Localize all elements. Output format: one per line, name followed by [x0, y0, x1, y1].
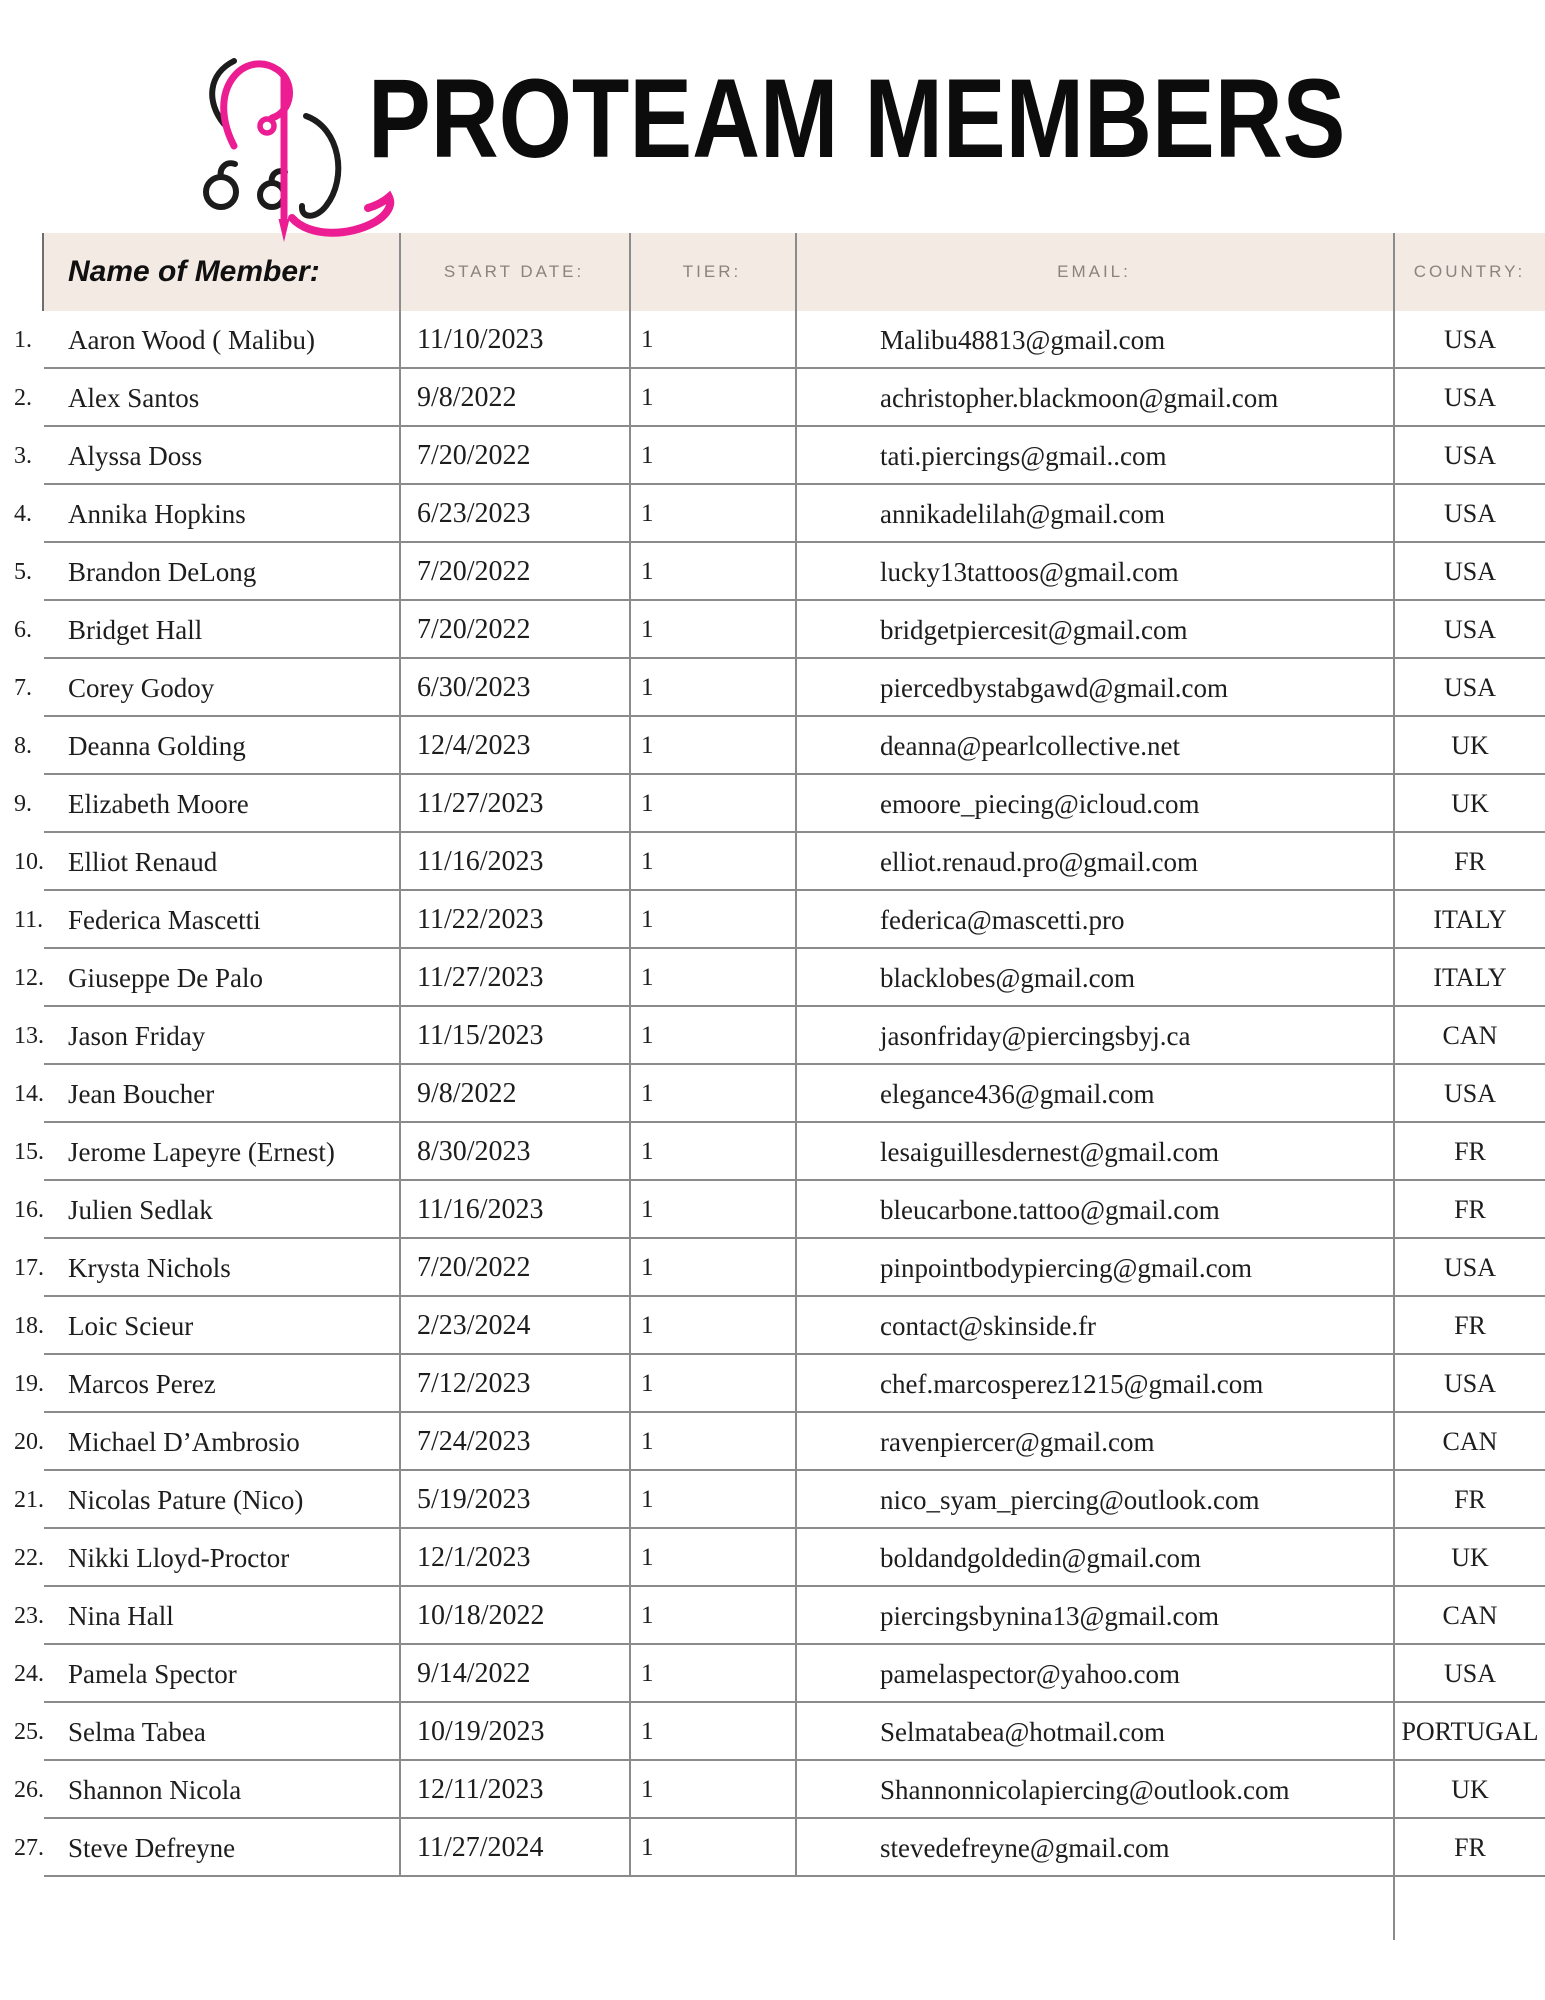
start-date: 5/19/2023 [417, 1484, 531, 1515]
column-divider [629, 233, 631, 1877]
tier-value: 1 [641, 1080, 654, 1107]
table-row [0, 1819, 1545, 1877]
page-title: PROTEAM MEMBERS [368, 56, 1346, 181]
member-email: pamelaspector@yahoo.com [880, 1658, 1181, 1689]
table-row [0, 1355, 1545, 1413]
table-row [0, 1123, 1545, 1181]
member-email: Selmatabea@hotmail.com [880, 1716, 1166, 1747]
member-name: Aaron Wood ( Malibu) [68, 324, 316, 355]
member-name: Jean Boucher [68, 1078, 215, 1109]
member-email: federica@mascetti.pro [880, 904, 1125, 935]
tier-value: 1 [641, 384, 654, 411]
member-email: piercedbystabgawd@gmail.com [880, 672, 1229, 703]
table-row [0, 1239, 1545, 1297]
tier-value: 1 [641, 442, 654, 469]
start-date: 11/16/2023 [417, 1194, 544, 1225]
member-name: Alyssa Doss [68, 440, 203, 471]
tier-value: 1 [641, 674, 654, 701]
row-number: 3. [14, 442, 32, 469]
member-email: boldandgoldedin@gmail.com [880, 1542, 1202, 1573]
row-number: 14. [14, 1080, 44, 1107]
member-name: Nicolas Pature (Nico) [68, 1484, 304, 1515]
member-country: FR [1454, 1485, 1486, 1514]
member-email: contact@skinside.fr [880, 1310, 1097, 1341]
start-date: 9/8/2022 [417, 1078, 517, 1109]
member-name: Steve Defreyne [68, 1832, 236, 1863]
tier-value: 1 [641, 1602, 654, 1629]
column-header-start-date: START DATE: [443, 262, 585, 281]
table-row [0, 833, 1545, 891]
member-country: USA [1443, 441, 1496, 470]
table-row [0, 1065, 1545, 1123]
member-country: USA [1443, 383, 1496, 412]
member-country: UK [1451, 1543, 1489, 1572]
table-row [0, 949, 1545, 1007]
row-number: 9. [14, 790, 32, 817]
table-row [0, 717, 1545, 775]
table-row [0, 1413, 1545, 1471]
member-country: FR [1454, 1195, 1486, 1224]
member-email: tati.piercings@gmail..com [880, 440, 1167, 471]
member-email: Shannonnicolapiercing@outlook.com [880, 1774, 1290, 1805]
member-country: FR [1454, 1311, 1486, 1340]
tier-value: 1 [641, 558, 654, 585]
start-date: 12/1/2023 [417, 1542, 531, 1573]
row-number: 20. [14, 1428, 44, 1455]
member-name: Jason Friday [68, 1020, 206, 1051]
member-name: Pamela Spector [68, 1658, 237, 1689]
tier-value: 1 [641, 848, 654, 875]
member-name: Loic Scieur [68, 1310, 194, 1341]
table-row [0, 659, 1545, 717]
member-country: USA [1443, 557, 1496, 586]
member-name: Shannon Nicola [68, 1774, 242, 1805]
member-email: blacklobes@gmail.com [880, 962, 1136, 993]
row-number: 8. [14, 732, 32, 759]
row-number: 2. [14, 384, 32, 411]
table-row [0, 427, 1545, 485]
row-number: 18. [14, 1312, 44, 1339]
member-email: emoore_piecing@icloud.com [880, 788, 1200, 819]
member-country: USA [1443, 615, 1496, 644]
tier-value: 1 [641, 906, 654, 933]
tier-value: 1 [641, 1196, 654, 1223]
member-country: FR [1454, 847, 1486, 876]
column-header-country: COUNTRY: [1413, 262, 1526, 281]
start-date: 11/15/2023 [417, 1020, 544, 1051]
start-date: 9/8/2022 [417, 382, 517, 413]
column-header-tier: TIER: [682, 262, 742, 281]
member-email: pinpointbodypiercing@gmail.com [880, 1252, 1253, 1283]
table-row [0, 1007, 1545, 1065]
member-email: ravenpiercer@gmail.com [880, 1426, 1155, 1457]
row-number: 17. [14, 1254, 44, 1281]
table-row [0, 1645, 1545, 1703]
tier-value: 1 [641, 616, 654, 643]
member-email: annikadelilah@gmail.com [880, 498, 1166, 529]
member-name: Elliot Renaud [68, 846, 218, 877]
member-email: elliot.renaud.pro@gmail.com [880, 846, 1199, 877]
member-country: CAN [1442, 1021, 1498, 1050]
member-country: ITALY [1433, 905, 1507, 934]
member-country: USA [1443, 673, 1496, 702]
row-number: 27. [14, 1834, 44, 1861]
start-date: 8/30/2023 [417, 1136, 531, 1167]
member-email: bridgetpiercesit@gmail.com [880, 614, 1188, 645]
tier-value: 1 [641, 1660, 654, 1687]
member-country: FR [1454, 1137, 1486, 1166]
start-date: 11/22/2023 [417, 904, 544, 935]
tier-value: 1 [641, 1544, 654, 1571]
member-country: ITALY [1433, 963, 1507, 992]
member-email: lucky13tattoos@gmail.com [880, 556, 1179, 587]
member-country: USA [1443, 499, 1496, 528]
tier-value: 1 [641, 326, 654, 353]
table-row [0, 485, 1545, 543]
member-country: USA [1443, 1659, 1496, 1688]
table-row [0, 1471, 1545, 1529]
member-country: UK [1451, 731, 1489, 760]
start-date: 9/14/2022 [417, 1658, 531, 1689]
start-date: 11/27/2023 [417, 962, 544, 993]
table-row [0, 601, 1545, 659]
member-name: Julien Sedlak [68, 1194, 213, 1225]
start-date: 7/20/2022 [417, 614, 531, 645]
start-date: 11/27/2023 [417, 788, 544, 819]
start-date: 6/30/2023 [417, 672, 531, 703]
row-number: 11. [14, 906, 44, 933]
member-country: CAN [1442, 1427, 1498, 1456]
start-date: 2/23/2024 [417, 1310, 531, 1341]
table-row [0, 1761, 1545, 1819]
member-email: lesaiguillesdernest@gmail.com [880, 1136, 1220, 1167]
start-date: 7/24/2023 [417, 1426, 531, 1457]
row-number: 21. [14, 1486, 44, 1513]
table-row [0, 1703, 1545, 1761]
member-email: elegance436@gmail.com [880, 1078, 1155, 1109]
table-row [0, 891, 1545, 949]
member-name: Bridget Hall [68, 614, 203, 645]
member-name: Krysta Nichols [68, 1252, 231, 1283]
tier-value: 1 [641, 1312, 654, 1339]
member-email: chef.marcosperez1215@gmail.com [880, 1368, 1264, 1399]
table-row [0, 1181, 1545, 1239]
row-number: 26. [14, 1776, 44, 1803]
member-country: USA [1443, 1369, 1496, 1398]
member-email: achristopher.blackmoon@gmail.com [880, 382, 1279, 413]
member-country: USA [1443, 325, 1496, 354]
member-country: UK [1451, 789, 1489, 818]
member-email: Malibu48813@gmail.com [880, 324, 1166, 355]
row-number: 7. [14, 674, 32, 701]
column-header-name: Name of Member: [68, 255, 320, 288]
table-row [0, 775, 1545, 833]
table-row [0, 543, 1545, 601]
member-name: Brandon DeLong [68, 556, 257, 587]
row-number: 12. [14, 964, 44, 991]
member-name: Jerome Lapeyre (Ernest) [68, 1136, 335, 1167]
member-name: Selma Tabea [68, 1716, 206, 1747]
member-country: USA [1443, 1253, 1496, 1282]
row-number: 1. [14, 326, 32, 353]
start-date: 10/18/2022 [417, 1600, 545, 1631]
row-number: 23. [14, 1602, 44, 1629]
member-name: Michael D’Ambrosio [68, 1426, 300, 1457]
member-email: bleucarbone.tattoo@gmail.com [880, 1194, 1220, 1225]
tier-value: 1 [641, 964, 654, 991]
tier-value: 1 [641, 790, 654, 817]
tier-value: 1 [641, 1776, 654, 1803]
table-row [0, 1297, 1545, 1355]
start-date: 7/12/2023 [417, 1368, 531, 1399]
table-body [0, 311, 1545, 1877]
row-number: 4. [14, 500, 32, 527]
member-name: Giuseppe De Palo [68, 962, 263, 993]
member-email: deanna@pearlcollective.net [880, 730, 1180, 761]
row-number: 13. [14, 1022, 44, 1049]
member-name: Nikki Lloyd-Proctor [68, 1542, 290, 1573]
start-date: 12/4/2023 [417, 730, 531, 761]
row-number: 10. [14, 848, 44, 875]
member-email: stevedefreyne@gmail.com [880, 1832, 1170, 1863]
tier-value: 1 [641, 1428, 654, 1455]
start-date: 6/23/2023 [417, 498, 531, 529]
start-date: 7/20/2022 [417, 556, 531, 587]
column-divider [1393, 233, 1395, 1940]
table-row [0, 1529, 1545, 1587]
column-header-email: EMAIL: [1057, 262, 1131, 281]
tier-value: 1 [641, 1718, 654, 1745]
member-country: FR [1454, 1833, 1486, 1862]
tier-value: 1 [641, 1138, 654, 1165]
table-row [0, 1587, 1545, 1645]
tier-value: 1 [641, 1254, 654, 1281]
member-country: CAN [1442, 1601, 1498, 1630]
table-row [0, 311, 1545, 369]
tier-value: 1 [641, 1486, 654, 1513]
start-date: 12/11/2023 [417, 1774, 544, 1805]
row-number: 16. [14, 1196, 44, 1223]
row-number: 24. [14, 1660, 44, 1687]
column-divider [795, 233, 797, 1877]
member-country: UK [1451, 1775, 1489, 1804]
member-name: Annika Hopkins [68, 498, 246, 529]
member-country: USA [1443, 1079, 1496, 1108]
member-email: jasonfriday@piercingsbyj.ca [880, 1020, 1191, 1051]
start-date: 10/19/2023 [417, 1716, 545, 1747]
member-name: Deanna Golding [68, 730, 246, 761]
tier-value: 1 [641, 500, 654, 527]
member-email: nico_syam_piercing@outlook.com [880, 1484, 1260, 1515]
row-number: 15. [14, 1138, 44, 1165]
start-date: 7/20/2022 [417, 440, 531, 471]
tier-value: 1 [641, 1834, 654, 1861]
start-date: 11/16/2023 [417, 846, 544, 877]
row-number: 25. [14, 1718, 44, 1745]
column-divider [399, 233, 401, 1877]
row-number: 22. [14, 1544, 44, 1571]
tier-value: 1 [641, 1022, 654, 1049]
member-name: Nina Hall [68, 1600, 174, 1631]
tier-value: 1 [641, 732, 654, 759]
row-number: 5. [14, 558, 32, 585]
member-name: Alex Santos [68, 382, 200, 413]
start-date: 7/20/2022 [417, 1252, 531, 1283]
member-name: Corey Godoy [68, 672, 215, 703]
member-email: piercingsbynina13@gmail.com [880, 1600, 1220, 1631]
member-name: Federica Mascetti [68, 904, 261, 935]
member-country: PORTUGAL [1401, 1717, 1539, 1746]
tier-value: 1 [641, 1370, 654, 1397]
row-number: 19. [14, 1370, 44, 1397]
row-number: 6. [14, 616, 32, 643]
brand-logo [188, 26, 418, 246]
member-name: Marcos Perez [68, 1368, 216, 1399]
member-name: Elizabeth Moore [68, 788, 249, 819]
start-date: 11/10/2023 [417, 324, 544, 355]
start-date: 11/27/2024 [417, 1832, 544, 1863]
table-row [0, 369, 1545, 427]
